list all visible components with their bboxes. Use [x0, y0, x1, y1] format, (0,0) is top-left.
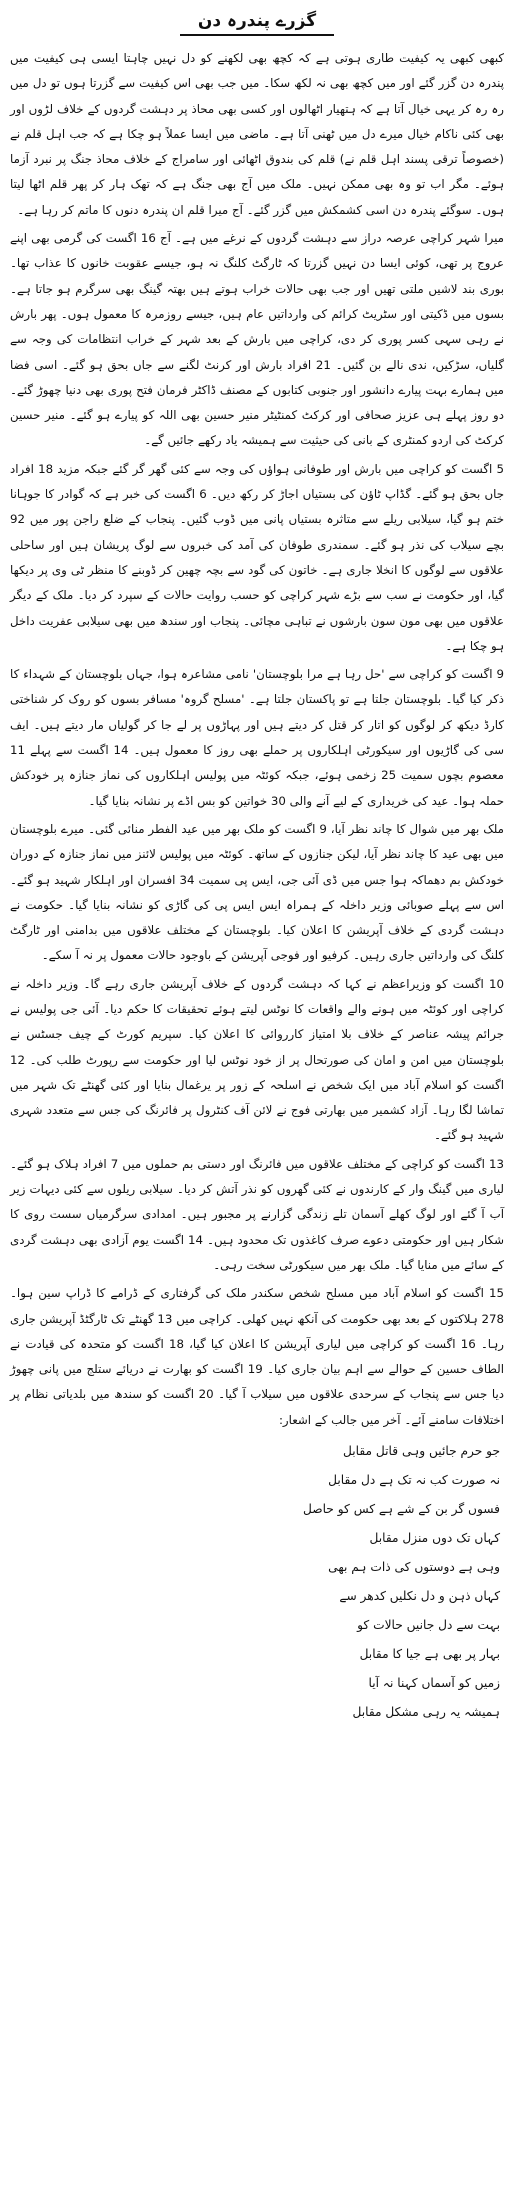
article-title: گزرے پندرہ دن: [180, 10, 334, 36]
verse-line: بہت سے دل جانیں حالات کو: [357, 1618, 500, 1633]
paragraph-2: میرا شہر کراچی عرصہ دراز سے دہشت گردوں کے نرغے میں ہے۔ آج 16 اگست کی گرمی بھی اپنے عروج پر تھی، کوئی ایسا دن نہیں گزرتا کہ ٹارگٹ کلنگ نہ ہو، جیسے عقوبت خانوں کا عذاب تھا۔ بوری بند لاشیں ملتی تھیں اور جب بھی حالات خراب ہوتے ہیں بھتہ گینگ بھی سرگرم ہو جاتا ہے۔ بسوں میں ڈکیتی اور سٹریٹ کرائم کی وارداتیں عام ہیں، جیسے روزمرہ کا معمول ہوں۔ پھر بارش نے رہی سہی کسر پوری کر دی، کراچی میں بارش کے بعد شہر کے خراب انتظامات کی وجہ سے گلیاں، سڑکیں، ندی نالے بن گئیں۔ 21 افراد بارش اور کرنٹ لگنے سے جاں بحق ہو گئے۔ اسی فضا میں ہمارے بہت پیارے دانشور اور جنوبی کتابوں کے مصنف ڈاکٹر فرمان فتح پوری بھی دنیا چھوڑ گئے۔ دو روز پہلے ہی عزیز صحافی اور کرکٹ کمنٹیٹر منیر حسین بھی اللہ کو پیارے ہو گئے۔ منیر حسین کرکٹ کی اردو کمنٹری کے بانی کی حیثیت سے ہمیشہ یاد رکھے جائیں گے۔: [10, 231, 504, 448]
verse-line: ہمیشہ یہ رہی مشکل مقابل: [352, 1705, 500, 1720]
verse-line: زمیں کو آسماں کہنا نہ آیا: [368, 1676, 500, 1691]
verse-line: کہاں ذہن و دل نکلیں کدھر سے: [339, 1589, 500, 1604]
poem-verses: [10, 1437, 504, 1727]
paragraph-5: ملک بھر میں شوال کا چاند نظر آیا، 9 اگست کو ملک بھر میں عید الفطر منائی گئی۔ میرے بلوچستان میں بھی عید کا چاند نظر آیا، لیکن جنازوں کے ساتھ۔ کوئٹہ میں پولیس لائنز میں نماز جنازہ کے دوران خودکش بم دھماکہ ہوا جس میں ڈی آئی جی، ایس پی سمیت 34 افسران اور اہلکار شہید ہو گئے۔ اس سے پہلے صوبائی وزیر داخلہ کے ہمراہ ایس ایس پی کی گاڑی کو نشانہ بنایا گیا۔ حکومت نے دہشت گردی کے خلاف آپریشن کا اعلان کیا۔ بلوچستان کے مختلف علاقوں میں بدامنی اور ٹارگٹ کلنگ کی وارداتیں جاری رہیں۔ کرفیو اور فوجی آپریشن کے باوجود حالات معمول پر نہ آ سکے۔: [10, 821, 504, 963]
paragraph-3: 5 اگست کو کراچی میں بارش اور طوفانی ہواؤں کی وجہ سے کئی گھر گر گئے جبکہ مزید 18 افراد جاں بحق ہو گئے۔ گڈاپ ٹاؤن کی بستیاں اجاڑ کر رکھ دیں۔ 6 اگست کی خبر ہے کہ گوادر کا جوہانا ختم ہو گیا، سیلابی ریلے سے متاثرہ بستیاں پانی میں ڈوب گئیں۔ پنجاب کے ضلع راجن پور میں 92 بچے سیلاب کی نذر ہو گئے۔ سمندری طوفان کی آمد کی خبروں سے لوگ پریشان ہیں اور ساحلی علاقوں سے لوگوں کا انخلا جاری ہے۔ خاتون کی گود سے بچہ چھین کر ڈوبنے کا منظر ٹی وی پر دیکھا گیا، اور حکومت نے سب سے بڑے شہر کراچی کو حسب روایت حالات کے سپرد کر دیا۔ ملک کے دیگر علاقوں میں بھی مون سون بارشوں نے تباہی مچائی۔ پنجاب اور سندھ میں بھی سیلابی عفریت داخل ہو چکا ہے۔: [10, 461, 504, 653]
paragraph-1: کبھی کبھی یہ کیفیت طاری ہوتی ہے کہ کچھ بھی لکھنے کو دل نہیں چاہتا ایسی ہی کیفیت میں پندرہ دن گزر گئے اور میں کچھ بھی نہ لکھ سکا۔ میں جب بھی اس کیفیت سے گزرتا ہوں تو دل میں رہ رہ کر یہی خیال آتا ہے کہ ہتھیار اٹھالوں اور کسی بھی محاذ پر دہشت گردوں کے خلاف لڑوں اور بھی کئی ناکام خیال میرے دل میں ٹھنی آتا ہے۔ ماضی میں ایسا عملاً ہو چکا ہے کہ جب اہل قلم نے (خصوصاً ترقی پسند اہل قلم نے) قلم کی بندوق اٹھائی اور سامراج کے خلاف محاذ جنگ پر نبرد آزما ہوئے۔ مگر اب تو وہ بھی ممکن نہیں۔ ملک میں آج بھی جنگ ہے کہ تھک ہار کر پھر قلم اٹھا لیتا ہوں۔ سوگئے پندرہ دن اسی کشمکش میں گزر گئے۔ آج میرا قلم ان پندرہ دنوں کا ماتم کر رہا ہے۔: [10, 51, 504, 217]
verse-line: بہار پر بھی ہے جیا کا مقابل: [359, 1647, 500, 1662]
paragraph-7: 13 اگست کو کراچی کے مختلف علاقوں میں فائرنگ اور دستی بم حملوں میں 7 افراد ہلاک ہو گئے۔ لیاری میں گینگ وار کے کارندوں نے کئی گھروں کو نذر آتش کر دیا۔ سیلابی ریلوں سے کئی دیہات زیر آب آ گئے اور لوگ کھلے آسمان تلے زندگی گزارنے پر مجبور ہیں۔ امدادی سرگرمیاں سست روی کا شکار ہیں اور حکومتی دعوے صرف کاغذوں تک محدود ہیں۔ 14 اگست یوم آزادی بھی دہشت گردی کے سائے میں منایا گیا۔ ملک بھر میں سیکورٹی سخت رہی۔: [10, 1156, 504, 1272]
verse-line: وہی ہے دوستوں کی ذات ہم بھی: [328, 1560, 500, 1575]
verse-line: کہاں تک دوں منزل مقابل: [369, 1531, 500, 1546]
paragraph-8: 15 اگست کو اسلام آباد میں مسلح شخص سکندر ملک کی گرفتاری کے ڈرامے کا ڈراپ سین ہوا۔ 278 ہلاکتوں کے بعد بھی حکومت کی آنکھ نہیں کھلی۔ کراچی میں 13 گھنٹے تک ٹارگٹڈ آپریشن جاری رہا۔ 16 اگست کو کراچی میں لیاری آپریشن کا اعلان کیا گیا، 18 اگست کو متحدہ کی قیادت نے الطاف حسین کے حوالے سے اہم بیان جاری کیا۔ 19 اگست کو بھارت نے دریائے ستلج میں پانی چھوڑ دیا جس سے پنجاب کے سرحدی علاقوں میں سیلاب آ گیا۔ 20 اگست کو سندھ میں بلدیاتی نظام پر اختلافات سامنے آئے۔ آخر میں جالب کے اشعار:: [10, 1286, 504, 1427]
title-wrapper: [10, 10, 504, 36]
paragraph-6: 10 اگست کو وزیراعظم نے کہا کہ دہشت گردوں کے خلاف آپریشن جاری رہے گا۔ وزیر داخلہ نے کراچی اور کوئٹہ میں ہونے والے واقعات کا نوٹس لیتے ہوئے تحقیقات کا حکم دیا۔ آئی جی پولیس نے جرائم پیشہ عناصر کے خلاف بلا امتیاز کارروائی کا اعلان کیا۔ سپریم کورٹ کے چیف جسٹس نے بلوچستان میں امن و امان کی صورتحال پر از خود نوٹس لیا اور حکومت سے رپورٹ طلب کی۔ 12 اگست کو اسلام آباد میں ایک شخص نے اسلحہ کے زور پر یرغمال بنایا اور کئی گھنٹے تک شہر میں تماشا لگا رہا۔ آزاد کشمیر میں بھارتی فوج نے لائن آف کنٹرول پر فائرنگ کی جس سے متعدد شہری شہید ہو گئے۔: [10, 976, 504, 1143]
verse-line: نہ صورت کب نہ تک ہے دل مقابل: [328, 1473, 500, 1488]
verse-line: جو حرم جائیں وہی قاتل مقابل: [343, 1444, 500, 1459]
paragraph-4: 9 اگست کو کراچی سے 'حل رہا ہے مرا بلوچستان' نامی مشاعرہ ہوا، جہاں بلوچستان کے شہداء کا ذکر کیا گیا۔ بلوچستان جلتا ہے تو پاکستان جلتا ہے۔ 'مسلح گروہ' مسافر بسوں کو روک کر شناختی کارڈ دیکھ کر لوگوں کو اتار کر قتل کر دیتے ہیں اور پہاڑوں پر لے جا کر گولیاں مار دیتے ہیں۔ ایف سی کی گاڑیوں اور سیکورٹی اہلکاروں پر حملے بھی روز کا معمول ہیں۔ 14 اگست سے پہلے 11 معصوم بچوں سمیت 25 زخمی ہوئے، جبکہ کوئٹہ میں پولیس اہلکاروں کی نماز جنازہ پر خودکش حملہ ہوا۔ عید کی خریداری کے لیے آنے والی 30 خواتین کو بس اڈے پر نشانہ بنایا گیا۔: [10, 667, 504, 808]
verse-line: فسوں گر بن کے شے ہے کس کو حاصل: [303, 1502, 500, 1517]
